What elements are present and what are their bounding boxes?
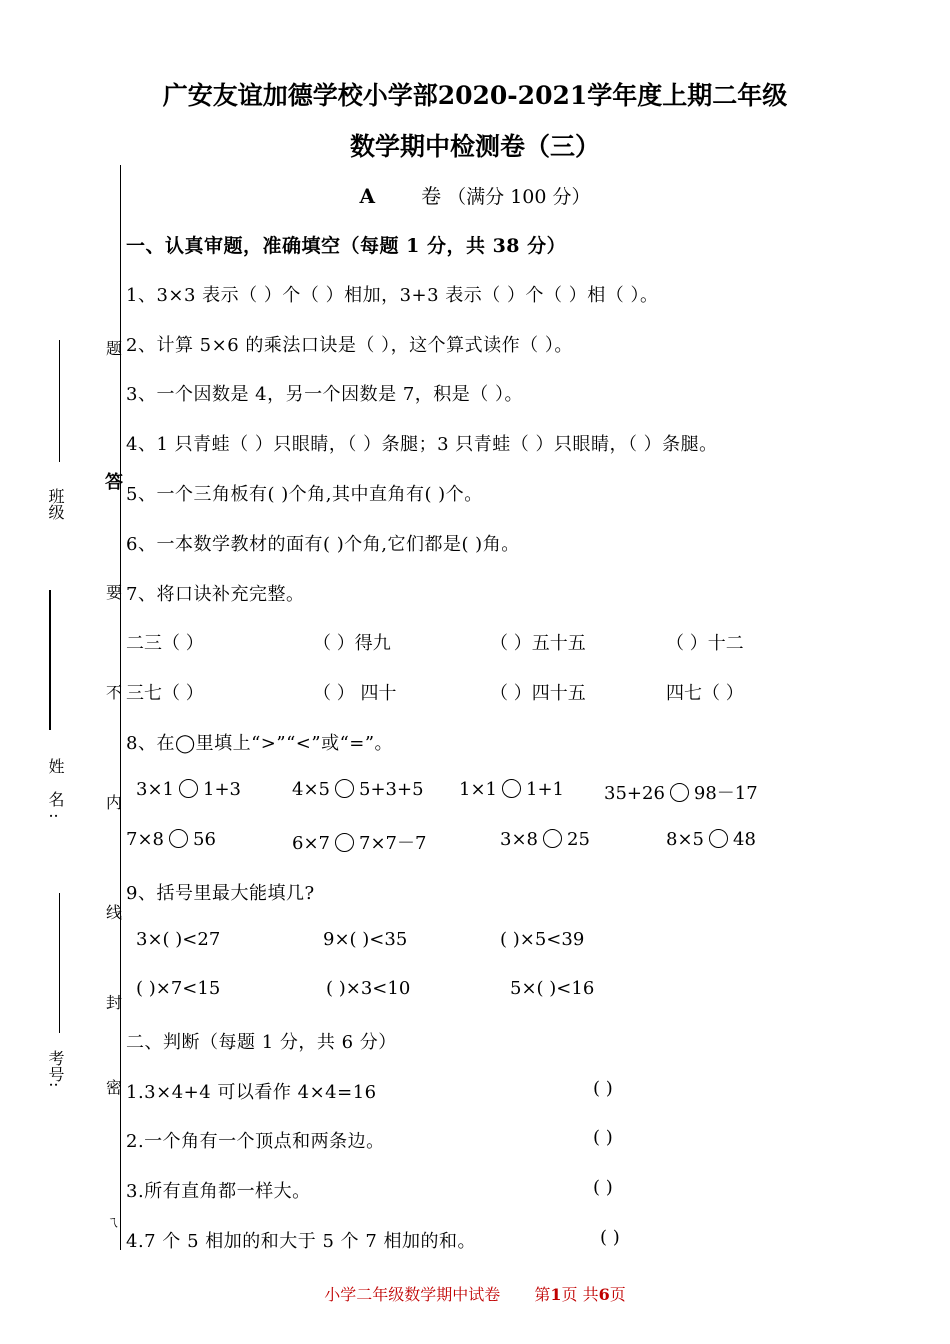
q8-left: 4×5 xyxy=(292,779,330,800)
margin-char-nei: 内 xyxy=(105,793,122,812)
question-5: 5、一个三角板有( )个角,其中直角有( )个。 xyxy=(126,484,483,505)
section1-heading: 一、认真审题，准确填空（每题 1 分，共 38 分） xyxy=(126,235,567,257)
margin-char-mi: 密 xyxy=(105,1078,122,1097)
name-blank-line[interactable] xyxy=(49,590,51,730)
margin-char-yao: 要 xyxy=(105,583,122,602)
q8-right: 7×7－7 xyxy=(359,833,427,854)
q7-r2-c1: 三七（ ） xyxy=(126,683,204,704)
q9-r1-c2: 9×( )<35 xyxy=(323,929,408,950)
q9-r2-c1: ( )×7<15 xyxy=(136,978,221,999)
footer-total: 6 xyxy=(598,1285,610,1304)
footer-page-suf: 页 xyxy=(609,1285,626,1304)
judge-blank-2[interactable]: ( ) xyxy=(593,1127,613,1148)
class-blank-line[interactable] xyxy=(59,340,60,462)
question-1: 1、3×3 表示（ ）个（ ）相加，3+3 表示（ ）个（ ）相（ ）。 xyxy=(126,285,659,306)
q8-left: 3×1 xyxy=(136,779,174,800)
paper-a-juan: 卷 xyxy=(421,184,442,208)
question-6: 6、一本数学教材的面有( )个角,它们都是( )角。 xyxy=(126,534,520,555)
section2-heading: 二、判断（每题 1 分，共 6 分） xyxy=(126,1032,397,1053)
q8-r1-c1 xyxy=(136,779,241,800)
judge-blank-4[interactable]: ( ) xyxy=(600,1227,620,1248)
q8-r2-c3 xyxy=(500,829,590,850)
q9-r2-c2: ( )×3<10 xyxy=(326,978,411,999)
q9-r1-c1: 3×( )<27 xyxy=(136,929,221,950)
judge-blank-3[interactable]: ( ) xyxy=(593,1177,613,1198)
compare-circle[interactable] xyxy=(169,829,188,848)
compare-circle[interactable] xyxy=(179,779,198,798)
paper-a-heading xyxy=(0,180,950,209)
page-title: 广安友谊加德学校小学部2020-2021学年度上期二年级 xyxy=(162,81,788,110)
compare-circle[interactable] xyxy=(670,783,689,802)
question-3: 3、一个因数是 4，另一个因数是 7，积是（ ）。 xyxy=(126,384,524,405)
paper-a-letter: A xyxy=(359,184,376,208)
full-score: （满分 100 分） xyxy=(447,186,591,208)
name-label: 姓 名: xyxy=(46,758,65,825)
q8-r1-c2 xyxy=(292,779,424,800)
q7-r1-c3: （ ）五十五 xyxy=(490,633,586,654)
footer-prefix: 小学二年级数学期中试卷 xyxy=(324,1285,501,1304)
q7-r1-c1: 二三（ ） xyxy=(126,633,204,654)
q8-r1-c3 xyxy=(459,779,564,800)
q8-right: 1+1 xyxy=(526,779,564,800)
question-9: 9、括号里最大能填几? xyxy=(126,883,315,904)
compare-circle[interactable] xyxy=(543,829,562,848)
compare-circle[interactable] xyxy=(709,829,728,848)
q7-r2-c3: （ ）四十五 xyxy=(490,683,586,704)
q8-right: 25 xyxy=(567,829,590,850)
q7-r2-c4: 四七（ ） xyxy=(666,683,744,704)
q8-right: 48 xyxy=(733,829,756,850)
q9-r2-c3: 5×( )<16 xyxy=(510,978,595,999)
page-footer xyxy=(0,1282,950,1305)
class-label: 班级 xyxy=(46,488,65,520)
q8-left: 3×8 xyxy=(500,829,538,850)
q9-r1-c3: ( )×5<39 xyxy=(500,929,585,950)
question-8: 8、在◯里填上“>”“<”或“=”。 xyxy=(126,733,394,754)
q8-left: 1×1 xyxy=(459,779,497,800)
q8-r1-c4 xyxy=(604,779,758,805)
q8-right: 56 xyxy=(193,829,216,850)
q8-right: 5+3+5 xyxy=(359,779,424,800)
compare-circle[interactable] xyxy=(335,833,354,852)
footer-page-mid: 页 共 xyxy=(561,1285,599,1304)
q8-left: 7×8 xyxy=(126,829,164,850)
margin-corner-mark: ㄟ xyxy=(106,1215,120,1231)
compare-circle[interactable] xyxy=(502,779,521,798)
q8-right: 98－17 xyxy=(693,783,758,804)
q8-left: 35+26 xyxy=(604,783,665,804)
margin-char-ti: 题 xyxy=(105,339,122,358)
compare-circle[interactable] xyxy=(335,779,354,798)
page-subtitle: 数学期中检测卷（三） xyxy=(349,132,600,161)
margin-char-da: 答 xyxy=(105,472,123,493)
question-7: 7、将口诀补充完整。 xyxy=(126,584,305,605)
question-2: 2、计算 5×6 的乘法口诀是（ ），这个算式读作（ ）。 xyxy=(126,335,573,356)
judge-item-4: 4.7 个 5 相加的和大于 5 个 7 相加的和。 xyxy=(126,1231,477,1252)
q8-right: 1+3 xyxy=(203,779,241,800)
footer-page-pre: 第 xyxy=(534,1285,551,1304)
judge-item-3: 3.所有直角都一样大。 xyxy=(126,1181,311,1202)
exam-no-blank-line[interactable] xyxy=(59,893,60,1033)
margin-char-xian: 线 xyxy=(105,903,122,922)
q8-r2-c1 xyxy=(126,829,216,850)
q7-r1-c4: （ ）十二 xyxy=(666,633,744,654)
judge-item-2: 2.一个角有一个顶点和两条边。 xyxy=(126,1131,385,1152)
q7-r1-c2: （ ）得九 xyxy=(313,633,391,654)
judge-item-1: 1.3×4+4 可以看作 4×4=16 xyxy=(126,1082,377,1103)
q8-left: 6×7 xyxy=(292,833,330,854)
footer-page-num: 1 xyxy=(550,1285,562,1304)
question-4: 4、1 只青蛙（ ）只眼睛，（ ）条腿；3 只青蛙（ ）只眼睛，（ ）条腿。 xyxy=(126,434,718,455)
exam-no-label: 考号: xyxy=(46,1050,65,1088)
judge-blank-1[interactable]: ( ) xyxy=(593,1078,613,1099)
margin-char-feng: 封 xyxy=(105,993,122,1012)
q8-r2-c4 xyxy=(666,829,756,850)
q8-r2-c2 xyxy=(292,829,426,855)
q8-left: 8×5 xyxy=(666,829,704,850)
margin-char-bu: 不 xyxy=(105,683,122,702)
q7-r2-c2: （ ） 四十 xyxy=(313,683,397,704)
